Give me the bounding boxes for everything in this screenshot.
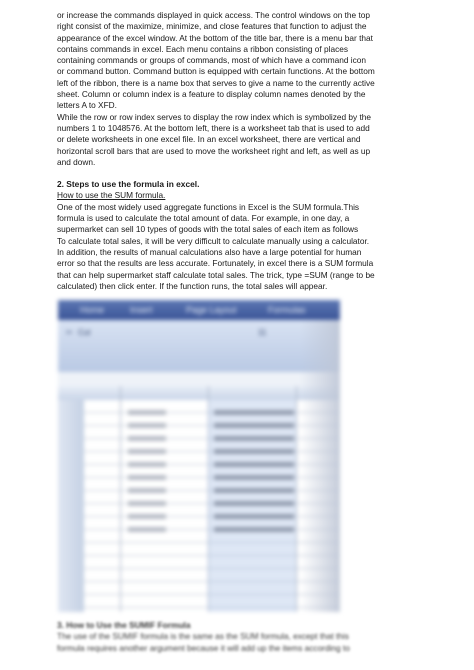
ribbon-tab-bar xyxy=(58,300,340,320)
tab-insert: Insert xyxy=(130,305,153,315)
selected-range xyxy=(208,400,296,612)
cut-label: Cut xyxy=(78,328,91,337)
section-heading-sumif: 3. How to Use the SUMIF Formula xyxy=(57,620,191,630)
column-header xyxy=(58,386,340,401)
font-size-box: 11 xyxy=(258,328,267,337)
excel-screenshot-photo xyxy=(58,300,340,612)
document-body xyxy=(57,10,419,292)
row-header xyxy=(58,400,85,612)
paragraph-sum-formula: One of the most widely used aggregate functions in Excel is the SUM formula.This formula is used to calculate the total amount of data. For example, in one day, a supermarket can sell 10 types of goods with the total sales of each item as follows To calculate total sales, it will be very difficult to calculate manually using a calculator. In addition, the results of manual calculations also have a large potential for human error so that the results are less accurate. Fortunately, in excel there is a SUM formula that can help supermarket staff calculate total sales. The trick, type =SUM (range to be calculated) then click enter. If the function runs, the total sales will appear. xyxy=(57,201,375,291)
formula-bar xyxy=(58,372,340,387)
paragraph-ribbon-description: or increase the commands displayed in quick access. The control windows on the top right consist of the maximize, minimize, and close features that function to adjust the appearance of the excel window. At the bottom of the title bar, there is a menu bar that contains commands in excel. Each menu contains a ribbon consisting of places containing commands or groups of commands, most of which have a command icon or command button. Command button is equipped with certain functions. At the bottom left of the ribbon, there is a name box that serves to give a name to the currently active sheet. Column or column index is a feature to display column names denoted by the letters A to XFD. xyxy=(57,10,375,111)
paragraph-sumif: The use of the SUMIF formula is the same as the SUM formula, except that this formula requires another argument because it will add up the items according to xyxy=(57,631,350,653)
section-heading-steps: 2. Steps to use the formula in excel. xyxy=(57,179,200,190)
scissors-icon: ✂ xyxy=(66,328,73,337)
ribbon xyxy=(58,320,340,372)
blurred-next-section xyxy=(57,620,419,654)
tab-page-layout: Page Layout xyxy=(186,305,237,315)
tab-home: Home xyxy=(80,305,105,315)
tab-formulas: Formulas xyxy=(268,305,306,315)
subheading-sum-formula: How to use the SUM formula. xyxy=(57,190,166,201)
paragraph-row-index: While the row or row index serves to display the row index which is symbolized by the numbers 1 to 1048576. At the bottom left, there is a worksheet tab that is used to add or delete worksheets in one excel file. In an excel worksheet, there are vertical and horizontal scroll bars that are used to move the worksheet right and left, as well as up and down. xyxy=(57,111,372,167)
